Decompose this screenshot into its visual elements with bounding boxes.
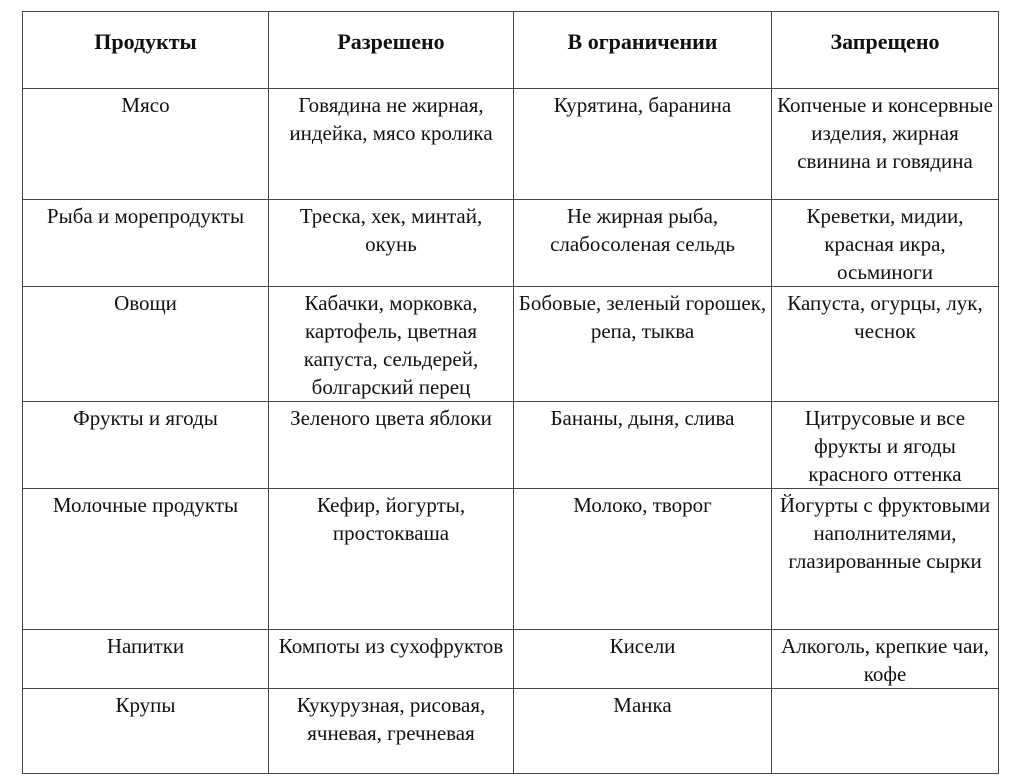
table-row <box>23 630 999 689</box>
header-products: Продукты <box>23 12 269 89</box>
cell-allowed: Кабачки, морковка, картофель, цветная капуста, сельдерей, болгарский перец <box>269 287 514 402</box>
header-allowed: Разрешено <box>269 12 514 89</box>
table-row <box>23 287 999 402</box>
cell-forbidden: Капуста, огурцы, лук, чеснок <box>772 287 999 402</box>
cell-forbidden: Алкоголь, крепкие чаи, кофе <box>772 630 999 689</box>
cell-limited: Не жирная рыба, слабосоленая сельдь <box>514 200 772 287</box>
table-row <box>23 402 999 489</box>
cell-product: Рыба и морепродукты <box>23 200 269 287</box>
table-row <box>23 489 999 630</box>
cell-allowed: Зеленого цвета яблоки <box>269 402 514 489</box>
cell-allowed: Кефир, йогурты, простокваша <box>269 489 514 630</box>
table-row <box>23 200 999 287</box>
cell-product: Напитки <box>23 630 269 689</box>
cell-allowed: Компоты из сухофруктов <box>269 630 514 689</box>
cell-allowed: Кукурузная, рисовая, ячневая, гречневая <box>269 689 514 774</box>
cell-forbidden <box>772 689 999 774</box>
cell-limited: Манка <box>514 689 772 774</box>
cell-forbidden: Копченые и консервные изделия, жирная свинина и говядина <box>772 89 999 200</box>
header-row <box>23 12 999 89</box>
header-forbidden: Запрещено <box>772 12 999 89</box>
diet-table <box>22 11 999 774</box>
cell-forbidden: Йогурты с фруктовыми наполнителями, глазированные сырки <box>772 489 999 630</box>
cell-limited: Бобовые, зеленый горошек, репа, тыква <box>514 287 772 402</box>
cell-product: Молочные продукты <box>23 489 269 630</box>
cell-allowed: Говядина не жирная, индейка, мясо кролика <box>269 89 514 200</box>
cell-product: Крупы <box>23 689 269 774</box>
cell-forbidden: Креветки, мидии, красная икра, осьминоги <box>772 200 999 287</box>
cell-allowed: Треска, хек, минтай, окунь <box>269 200 514 287</box>
cell-limited: Молоко, творог <box>514 489 772 630</box>
cell-product: Фрукты и ягоды <box>23 402 269 489</box>
cell-limited: Бананы, дыня, слива <box>514 402 772 489</box>
table-row <box>23 89 999 200</box>
cell-product: Овощи <box>23 287 269 402</box>
cell-product: Мясо <box>23 89 269 200</box>
cell-limited: Кисели <box>514 630 772 689</box>
cell-limited: Курятина, баранина <box>514 89 772 200</box>
cell-forbidden: Цитрусовые и все фрукты и ягоды красного оттенка <box>772 402 999 489</box>
table-row <box>23 689 999 774</box>
header-limited: В ограничении <box>514 12 772 89</box>
